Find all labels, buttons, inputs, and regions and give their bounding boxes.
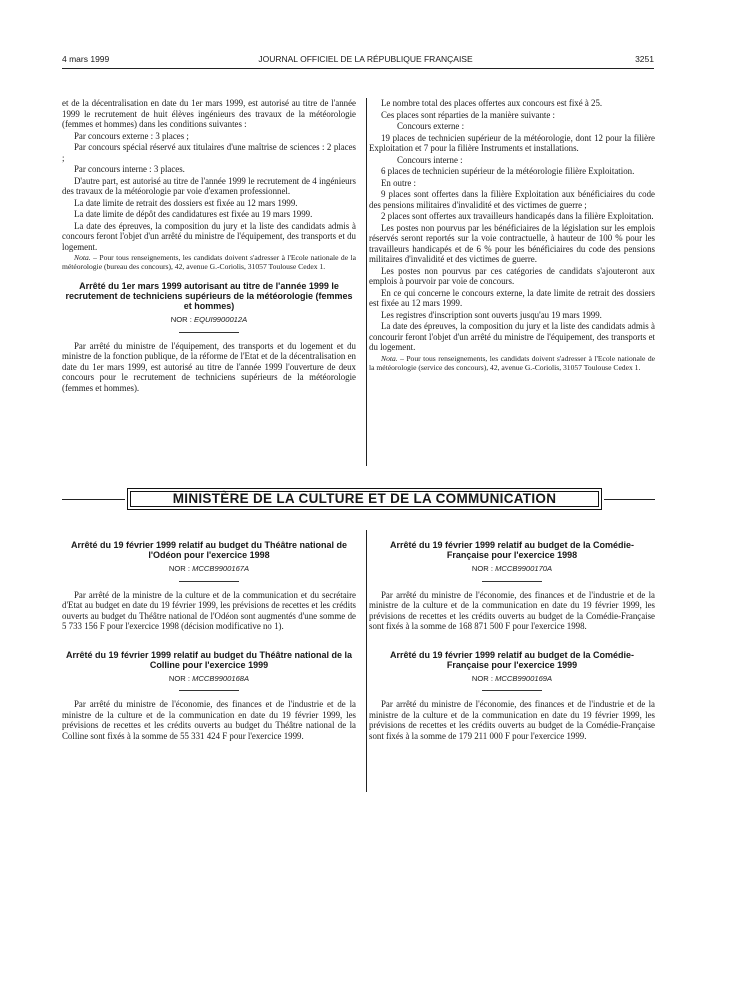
nor-reference bbox=[369, 674, 655, 685]
subheading: Concours externe : bbox=[397, 121, 465, 131]
arrete-title: Arrêté du 19 février 1999 relatif au budget de la Comédie-Française pour l'exercice 1998 bbox=[389, 540, 635, 560]
arrete-title: Arrêté du 19 février 1999 relatif au budget du Théâtre national de l'Odéon pour l'exercice 1998 bbox=[70, 540, 348, 560]
arrete-title: Arrêté du 19 février 1999 relatif au budget de la Comédie-Française pour l'exercice 1999 bbox=[389, 649, 635, 670]
subheading: Concours interne : bbox=[397, 154, 463, 165]
banner-rule-left bbox=[62, 499, 125, 500]
note-label: Nota. bbox=[381, 353, 398, 363]
nor-code: MCCB9900169A bbox=[495, 673, 553, 683]
note-text: – Pour tous renseignements, les candidats doivent s'adresser à l'Ecole nationale de la météorologie (service des concours), 42, avenue G.-Coriolis, 31057 Toulouse Cedex 1. bbox=[369, 353, 655, 372]
paragraph: Le nombre total des places offertes aux concours est fixé à 25. bbox=[381, 98, 603, 108]
arrete-block bbox=[369, 650, 655, 742]
nor-label: NOR : bbox=[471, 673, 496, 683]
column-top-right bbox=[369, 98, 655, 373]
nor-label: NOR : bbox=[170, 315, 194, 325]
column-bottom-left bbox=[62, 528, 356, 742]
section-separator bbox=[482, 581, 542, 582]
page-header bbox=[0, 54, 731, 68]
section-separator bbox=[179, 690, 239, 691]
column-divider-bottom bbox=[366, 530, 367, 792]
nor-code: MCCB9900170A bbox=[495, 564, 553, 573]
paragraph: Les postes non pourvus par les bénéficiaires de la législation sur les emplois réservés seront reportés sur la voie contractuelle, à hauteur de 100 % pour les travailleurs handicapés et de 6 % pour les bénéficiaires du code des pensions militaires d'invalidité et des victimes de guerre. bbox=[369, 222, 655, 264]
arrete-block bbox=[369, 540, 655, 632]
nor-label: NOR : bbox=[168, 673, 193, 683]
arrete-body: Par arrêté du ministre de l'économie, des finances et de l'industrie et de la ministre de la culture et de la communication en date du 19 février 1999, les prévisions de recettes et les crédits ouverts au budget de la Comédie-Française sont fixés à la somme de 179 211 000 F pour l'exercice 1999. bbox=[369, 699, 655, 741]
paragraph: La date limite de dépôt des candidatures est fixée au 19 mars 1999. bbox=[74, 209, 313, 219]
arrete-title: Arrêté du 1er mars 1999 autorisant au titre de l'année 1999 le recrutement de techniciens supérieurs de la météorologie (femmes et hommes) bbox=[65, 281, 353, 312]
paragraph: 19 places de technicien supérieur de la météorologie, dont 12 pour la filière Exploitation et 7 pour la filière Instruments et installations. bbox=[369, 132, 655, 153]
nor-code: MCCB9900167A bbox=[192, 564, 250, 573]
arrete-block bbox=[62, 540, 356, 632]
section-separator bbox=[179, 332, 239, 333]
paragraph: En outre : bbox=[381, 177, 416, 188]
paragraph: et de la décentralisation en date du 1er mars 1999, est autorisé au titre de l'année 1999 le recrutement de huit élèves ingénieurs des travaux de la météorologie (femmes et hommes) dans les conditions suivantes : bbox=[62, 98, 356, 129]
arrete-block bbox=[62, 650, 356, 742]
nor-code: EQUI9900012A bbox=[194, 315, 248, 325]
nor-label: NOR : bbox=[168, 564, 193, 573]
paragraph: Les postes non pourvus par ces catégories de candidats s'ajouteront aux emplois à pourvoir par voie de concours. bbox=[369, 265, 655, 286]
arrete-body: Par arrêté de la ministre de la culture et de la communication et du secrétaire d'Etat au budget en date du 19 février 1999, les prévisions de recettes et les crédits ouverts au budget du Théâtre national de l'Odéon sont augmentés d'une somme de 5 733 156 F pour l'exercice 1998 (décision modificative no 1). bbox=[62, 589, 356, 631]
paragraph: 2 places sont offertes aux travailleurs handicapés dans la filière Exploitation. bbox=[381, 211, 654, 221]
arrete-body: Par arrêté du ministre de l'économie, des finances et de l'industrie et de la ministre de la culture et de la communication en date du 19 février 1999, les prévisions de recettes et les crédits ouverts au budget de la Comédie-Française sont fixés à la somme de 168 871 500 F pour l'exercice 1998. bbox=[369, 589, 655, 631]
column-top-left bbox=[62, 98, 356, 394]
note-label: Nota. bbox=[74, 253, 91, 262]
arrete-body: Par arrêté du ministre de l'équipement, des transports et du logement et du ministre de la fonction publique, de la réforme de l'Etat et de la décentralisation en date du 1er mars 1999, est autorisé au titre de l'année 1999 l'ouverture de deux concours pour le recrutement de techniciens supérieurs de la météorologie (femmes et hommes). bbox=[62, 340, 356, 393]
arrete-title: Arrêté du 19 février 1999 relatif au budget du Théâtre national de la Colline pour l'exercice 1999 bbox=[65, 649, 353, 670]
paragraph: Les registres d'inscription sont ouverts jusqu'au 19 mars 1999. bbox=[381, 309, 602, 320]
issue-date: 4 mars 1999 bbox=[62, 54, 110, 64]
paragraph: La date limite de retrait des dossiers est fixée au 12 mars 1999. bbox=[74, 197, 298, 208]
ministry-banner: MINISTÈRE DE LA CULTURE ET DE LA COMMUNICATION bbox=[127, 488, 602, 510]
paragraph: Par concours interne : 3 places. bbox=[74, 164, 185, 174]
nor-reference bbox=[62, 564, 356, 575]
section-separator bbox=[482, 690, 542, 691]
note-text: – Pour tous renseignements, les candidats doivent s'adresser à l'Ecole nationale de la météorologie (bureau des concours), 42, avenue G.-Coriolis, 31057 Toulouse Cedex 1. bbox=[62, 253, 356, 272]
paragraph: 9 places sont offertes dans la filière Exploitation aux bénéficiaires du code des pensions militaires d'invalidité et des victimes de guerre ; bbox=[369, 189, 655, 210]
page-number: 3251 bbox=[635, 54, 654, 64]
paragraph: D'autre part, est autorisé au titre de l'année 1999 le recrutement de 4 ingénieurs des travaux de la météorologie par voie d'examen professionnel. bbox=[62, 175, 356, 196]
journal-title: JOURNAL OFFICIEL DE LA RÉPUBLIQUE FRANÇAISE bbox=[258, 54, 473, 64]
nor-code: MCCB9900168A bbox=[192, 673, 250, 683]
nor-reference bbox=[62, 674, 356, 685]
paragraph: Par concours externe : 3 places ; bbox=[74, 130, 189, 141]
column-divider-top bbox=[366, 98, 367, 466]
nor-reference bbox=[369, 564, 655, 575]
note bbox=[369, 354, 655, 372]
column-bottom-right bbox=[369, 528, 655, 742]
paragraph: Par concours spécial réservé aux titulaires d'une maîtrise de sciences : 2 places ; bbox=[62, 142, 356, 163]
paragraph: 6 places de technicien supérieur de la météorologie filière Exploitation. bbox=[381, 166, 635, 176]
banner-rule-right bbox=[604, 499, 655, 500]
section-separator bbox=[179, 581, 239, 582]
note bbox=[62, 253, 356, 271]
header-rule bbox=[62, 68, 654, 69]
nor-label: NOR : bbox=[471, 564, 496, 573]
paragraph: Ces places sont réparties de la manière suivante : bbox=[381, 109, 555, 120]
paragraph: La date des épreuves, la composition du jury et la liste des candidats admis à concourir feront l'objet d'un arrêté du ministre de l'équipement, des transports et du logement. bbox=[369, 321, 655, 352]
arrete-body: Par arrêté du ministre de l'économie, des finances et de l'industrie et de la ministre de la culture et de la communication en date du 19 février 1999, les prévisions de recettes et les crédits ouverts au budget du Théâtre national de la Colline sont fixés à la somme de 55 331 424 F pour l'exercice 1999. bbox=[62, 699, 356, 741]
paragraph: La date des épreuves, la composition du jury et la liste des candidats admis à concours feront l'objet d'un arrêté du ministre de l'équipement, des transports et du logement. bbox=[62, 220, 356, 252]
nor-reference bbox=[62, 315, 356, 326]
paragraph: En ce qui concerne le concours externe, la date limite de retrait des dossiers est fixée au 12 mars 1999. bbox=[369, 287, 655, 308]
